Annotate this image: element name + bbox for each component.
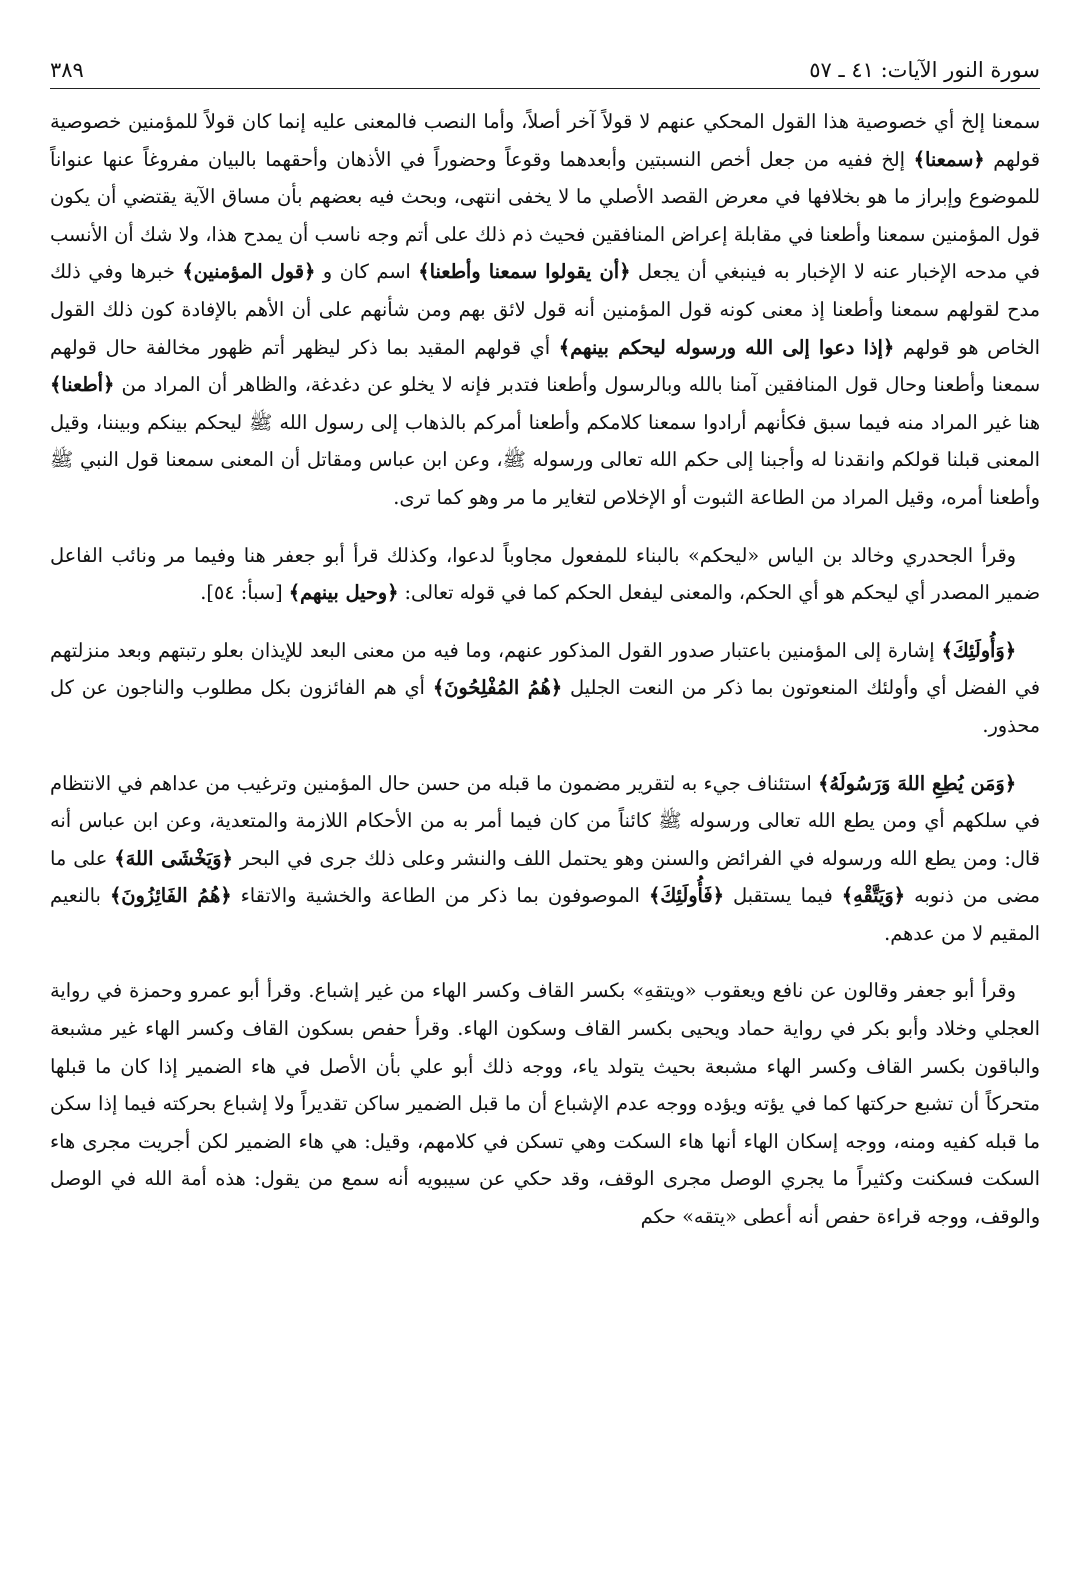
quran-quote: ﴿قول المؤمنين﴾ (182, 260, 316, 284)
text-run: هنا غير المراد منه فيما سبق فكأنهم أرادوا سمعنا كلامكم وأطعنا أمركم بالذهاب إلى رسول الله ﷺ ليحكم بينكم وبيننا، وقيل المعنى قبلنا قولكم وانقدنا له وأجبنا إلى حكم الله تعالى ورسوله ﷺ، وعن ابن عباس ومقاتل أن المعنى سمعنا قول النبي ﷺ وأطعنا أمره، وقيل المراد من الطاعة الثبوت أو الإخلاص لتغاير ما مر وهو كما ترى. (50, 410, 1040, 509)
running-header (50, 58, 1040, 89)
text-run: اسم كان و (315, 260, 419, 284)
text-run: خبرها وفي ذلك مدح لقولهم سمعنا وأطعنا إذ معنى كونه قول المؤمنين أنه قول لائق بهم ومن شأنهم على أن الأهم بالإفادة كون ذلك القول الخاص هو قولهم (50, 260, 1040, 359)
quran-quote: ﴿هُمُ الفَائِزُونَ﴾ (109, 884, 232, 908)
paragraph (50, 632, 1040, 745)
quran-quote: ﴿أطعنا﴾ (50, 373, 115, 397)
text-run: بالنعيم المقيم لا من عدهم. (50, 884, 1040, 945)
quran-quote: ﴿سمعنا﴾ (913, 147, 985, 171)
paragraph (50, 103, 1040, 517)
text-run: أي هم الفائزون بكل مطلوب والناجون عن كل محذور. (50, 676, 1040, 737)
quran-quote: ﴿هُمُ المُفْلِحُونَ﴾ (432, 676, 563, 700)
quran-quote: ﴿وَأُولَئِكَ﴾ (941, 638, 1016, 662)
text-run: استئناف جيء به لتقرير مضمون ما قبله من حسن حال المؤمنين وترغيب من عداهم في الانتظام في سلكهم أي ومن يطع الله تعالى ورسوله ﷺ كائناً من كان فيما أمر به من الأحكام اللازمة والمتعدية، وعن ابن عباس أنه قال: ومن يطع الله ورسوله في الفرائض والسنن وهو يحتمل اللف والنشر وعلى ذلك جرى في البحر (50, 771, 1041, 870)
paragraph (50, 537, 1040, 612)
book-page (50, 58, 1040, 1236)
text-run: الموصوفون بما ذكر من الطاعة والخشية والاتقاء (231, 884, 649, 908)
text-run: سمعنا إلخ أي خصوصية هذا القول المحكي عنهم لا قولاً آخر أصلاً، وأما النصب فالمعنى عليه إنما كان قولاً للمؤمنين خصوصية قولهم (50, 110, 1040, 171)
text-run: إلخ ففيه من جعل أخص النسبتين وأبعدهما وقوعاً وحضوراً في الأذهان وأحقهما بالبيان مفروغاً عنها عنواناً للموضوع وإبراز ما هو بخلافها في معرض القصد الأصلي ما لا يخفى انتهى، وبحث فيه بعضهم بأن مساق الآية يقتضي أن يكون قول المؤمنين سمعنا وأطعنا في مقابلة إعراض المنافقين فحيث ذم ذلك على أتم وجه ناسب أن يمدح هذا، ولا شك أن الأنسب في مدحه الإخبار عنه لا الإخبار به فينبغي أن يجعل (50, 147, 1040, 284)
page-number: ٣٨٩ (50, 58, 84, 82)
header-title: سورة النور الآيات: ٤١ ـ ٥٧ (809, 58, 1040, 82)
text-run: وقرأ أبو جعفر وقالون عن نافع ويعقوب «ويتقهِ» بكسر القاف وكسر الهاء من غير إشباع. وقرأ أبو عمرو وحمزة في رواية العجلي وخلاد وأبو بكر في رواية حماد ويحيى بكسر القاف وسكون الهاء. وقرأ حفص بسكون القاف وكسر الهاء غير مشبعة والباقون بكسر القاف وكسر الهاء مشبعة بحيث يتولد ياء، ووجه ذلك أبو علي بأن الأصل في هاء الضمير إذا كان ما قبلها متحركاً أن تشبع حركتها كما في يؤته ويؤده ووجه عدم الإشباع أن ما قبل الضمير ساكن تقديراً ولا إشباع بحركته فيما إذا سكن ما قبله كفيه ومنه، ووجه إسكان الهاء أنها هاء السكت وهي تسكن في كلامهم، وقيل: هي هاء الضمير لكن أجريت مجرى هاء السكت فسكنت وكثيراً ما يجري الوصل مجرى الوقف، وقد حكي عن سيبويه أنه سمع من يقول: هذه أمة الله في الوصل والوقف، ووجه قراءة حفص أنه أعطى «يتقه» حكم (50, 979, 1040, 1229)
quran-quote: ﴿وَمَن يُطِعِ اللهَ وَرَسُولَهُ﴾ (818, 771, 1016, 795)
quran-quote: ﴿إذا دعوا إلى الله ورسوله ليحكم بينهم﴾ (558, 335, 895, 359)
quran-quote: ﴿وحيل بينهم﴾ (288, 581, 399, 605)
text-run: إشارة إلى المؤمنين باعتبار صدور القول المذكور عنهم، وما فيه من معنى البعد للإيذان بعلو رتبتهم وبعد منزلتهم في الفضل أي وأولئك المنعوتون بما ذكر من النعت الجليل (50, 638, 1041, 700)
quran-quote: ﴿فَأُولَئِكَ﴾ (648, 884, 724, 908)
text-run: أي قولهم المقيد بما ذكر ليظهر أتم ظهور مخالفة حال قولهم سمعنا وأطعنا وحال قول المنافقين آمنا بالله وبالرسول وأطعنا فتدبر فإنه لا يخلو عن دغدغة، والظاهر أن المراد من (50, 335, 1040, 397)
body-text (50, 103, 1040, 1236)
text-run: [سبأ: ٥٤]. (200, 581, 289, 605)
quran-quote: ﴿أن يقولوا سمعنا وأطعنا﴾ (418, 260, 631, 284)
paragraph (50, 765, 1040, 953)
text-run: فيما يستقبل (723, 884, 842, 908)
text-run: على ما مضى من ذنوبه (50, 846, 1040, 908)
quran-quote: ﴿وَيَخْشَى اللهَ﴾ (114, 846, 233, 870)
text-run: وقرأ الجحدري وخالد بن الياس «ليحكم» بالبناء للمفعول مجاوباً لدعوا، وكذلك قرأ أبو جعفر هنا وفيما مر ونائب الفاعل ضمير المصدر أي ليحكم هو أي الحكم، والمعنى ليفعل الحكم كما في قوله تعالى: (50, 543, 1040, 605)
quran-quote: ﴿وَيَتَّقْهِ﴾ (841, 884, 905, 908)
paragraph (50, 972, 1040, 1235)
